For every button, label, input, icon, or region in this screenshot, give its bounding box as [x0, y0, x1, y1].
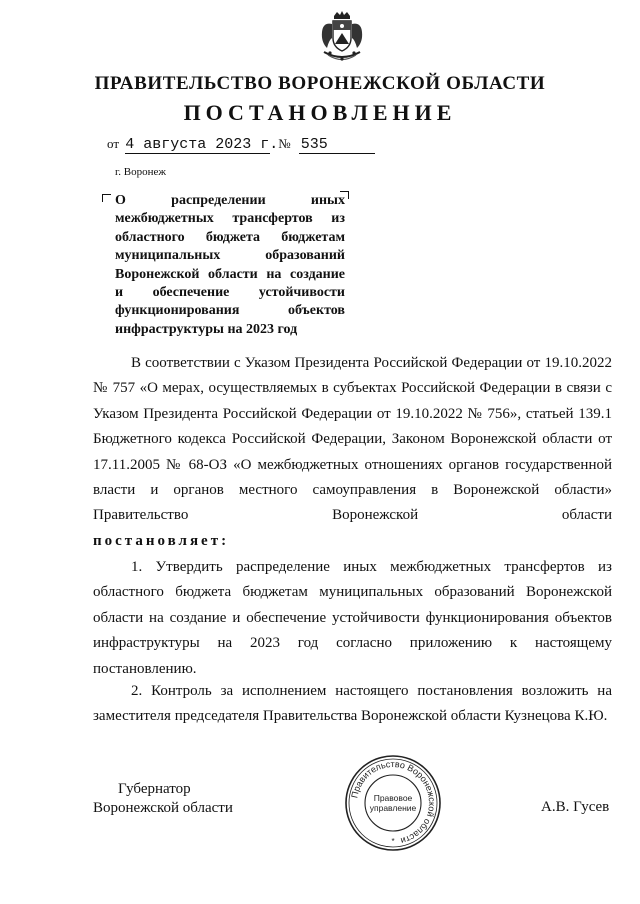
position-line-1: Губернатор	[118, 781, 191, 797]
title-line: и обеспечение устойчивости	[115, 285, 345, 301]
document-title	[115, 192, 345, 339]
document-number: 535	[299, 136, 375, 154]
document-date: 4 августа 2023 г.	[125, 136, 279, 153]
title-line: Воронежской области на создание	[115, 266, 345, 282]
date-number-line	[107, 136, 375, 154]
stamp-star: *	[391, 837, 395, 846]
stamp-center-line-2: управление	[369, 803, 417, 813]
item-1-block	[93, 555, 612, 682]
date-prefix: от	[107, 136, 120, 151]
signatory-name: А.В. Гусев	[541, 799, 610, 815]
resolves-line	[93, 529, 612, 554]
stamp-ring-text: Правительство Воронежской области	[349, 758, 438, 847]
item-2-text: 2. Контроль за исполнением настоящего постановления возложить на заместителя председателя Правительства Воронежской области Кузнецова К.Ю.	[93, 683, 612, 725]
title-line: межбюджетных трансфертов из	[115, 211, 345, 227]
signatory-position	[93, 780, 233, 818]
item-1-text: 1. Утвердить распределение иных межбюджетных трансфертов из областного бюджета бюджетам муниципальных образований Воронежской области на создание и обеспечение устойчивости функционирования объектов инфраструктуры на 2023 год согласно приложению к настоящему постановлению.	[93, 559, 612, 677]
resolves-word: постановляет:	[93, 532, 230, 549]
stamp-center-line-1: Правовое	[373, 793, 413, 803]
official-stamp	[344, 754, 442, 852]
preamble-block	[93, 351, 612, 554]
document-type: ПОСТАНОВЛЕНИЕ	[183, 100, 457, 125]
title-line: областного бюджета бюджетам	[115, 229, 345, 245]
government-name: ПРАВИТЕЛЬСТВО ВОРОНЕЖСКОЙ ОБЛАСТИ	[94, 73, 546, 94]
item-2-block	[93, 679, 612, 730]
city: г. Воронеж	[115, 166, 166, 178]
title-line: О распределении иных	[115, 193, 345, 208]
number-prefix: №	[278, 136, 291, 151]
title-line: функционирования объектов	[115, 303, 345, 319]
title-line: инфраструктуры на 2023 год	[115, 321, 298, 337]
position-line-2: Воронежской области	[93, 800, 233, 816]
title-bracket-left	[102, 194, 111, 202]
title-line: муниципальных образований	[115, 248, 345, 264]
preamble-text: В соответствии с Указом Президента Российской Федерации от 19.10.2022 № 757 «О мерах, осуществляемых в субъектах Российской Федерации в связи с Указом Президента Российской Федерации от 19.10.2022 № 756», статьей 139.1 Бюджетного кодекса Российской Федерации, Законом Воронежской области от 17.11.2005 № 68-ОЗ «О межбюджетных отношениях органов государственной власти и органов местного самоуправления в Воронежской области» Правительство Воронежской области	[93, 355, 612, 524]
coat-of-arms-icon	[318, 10, 366, 66]
